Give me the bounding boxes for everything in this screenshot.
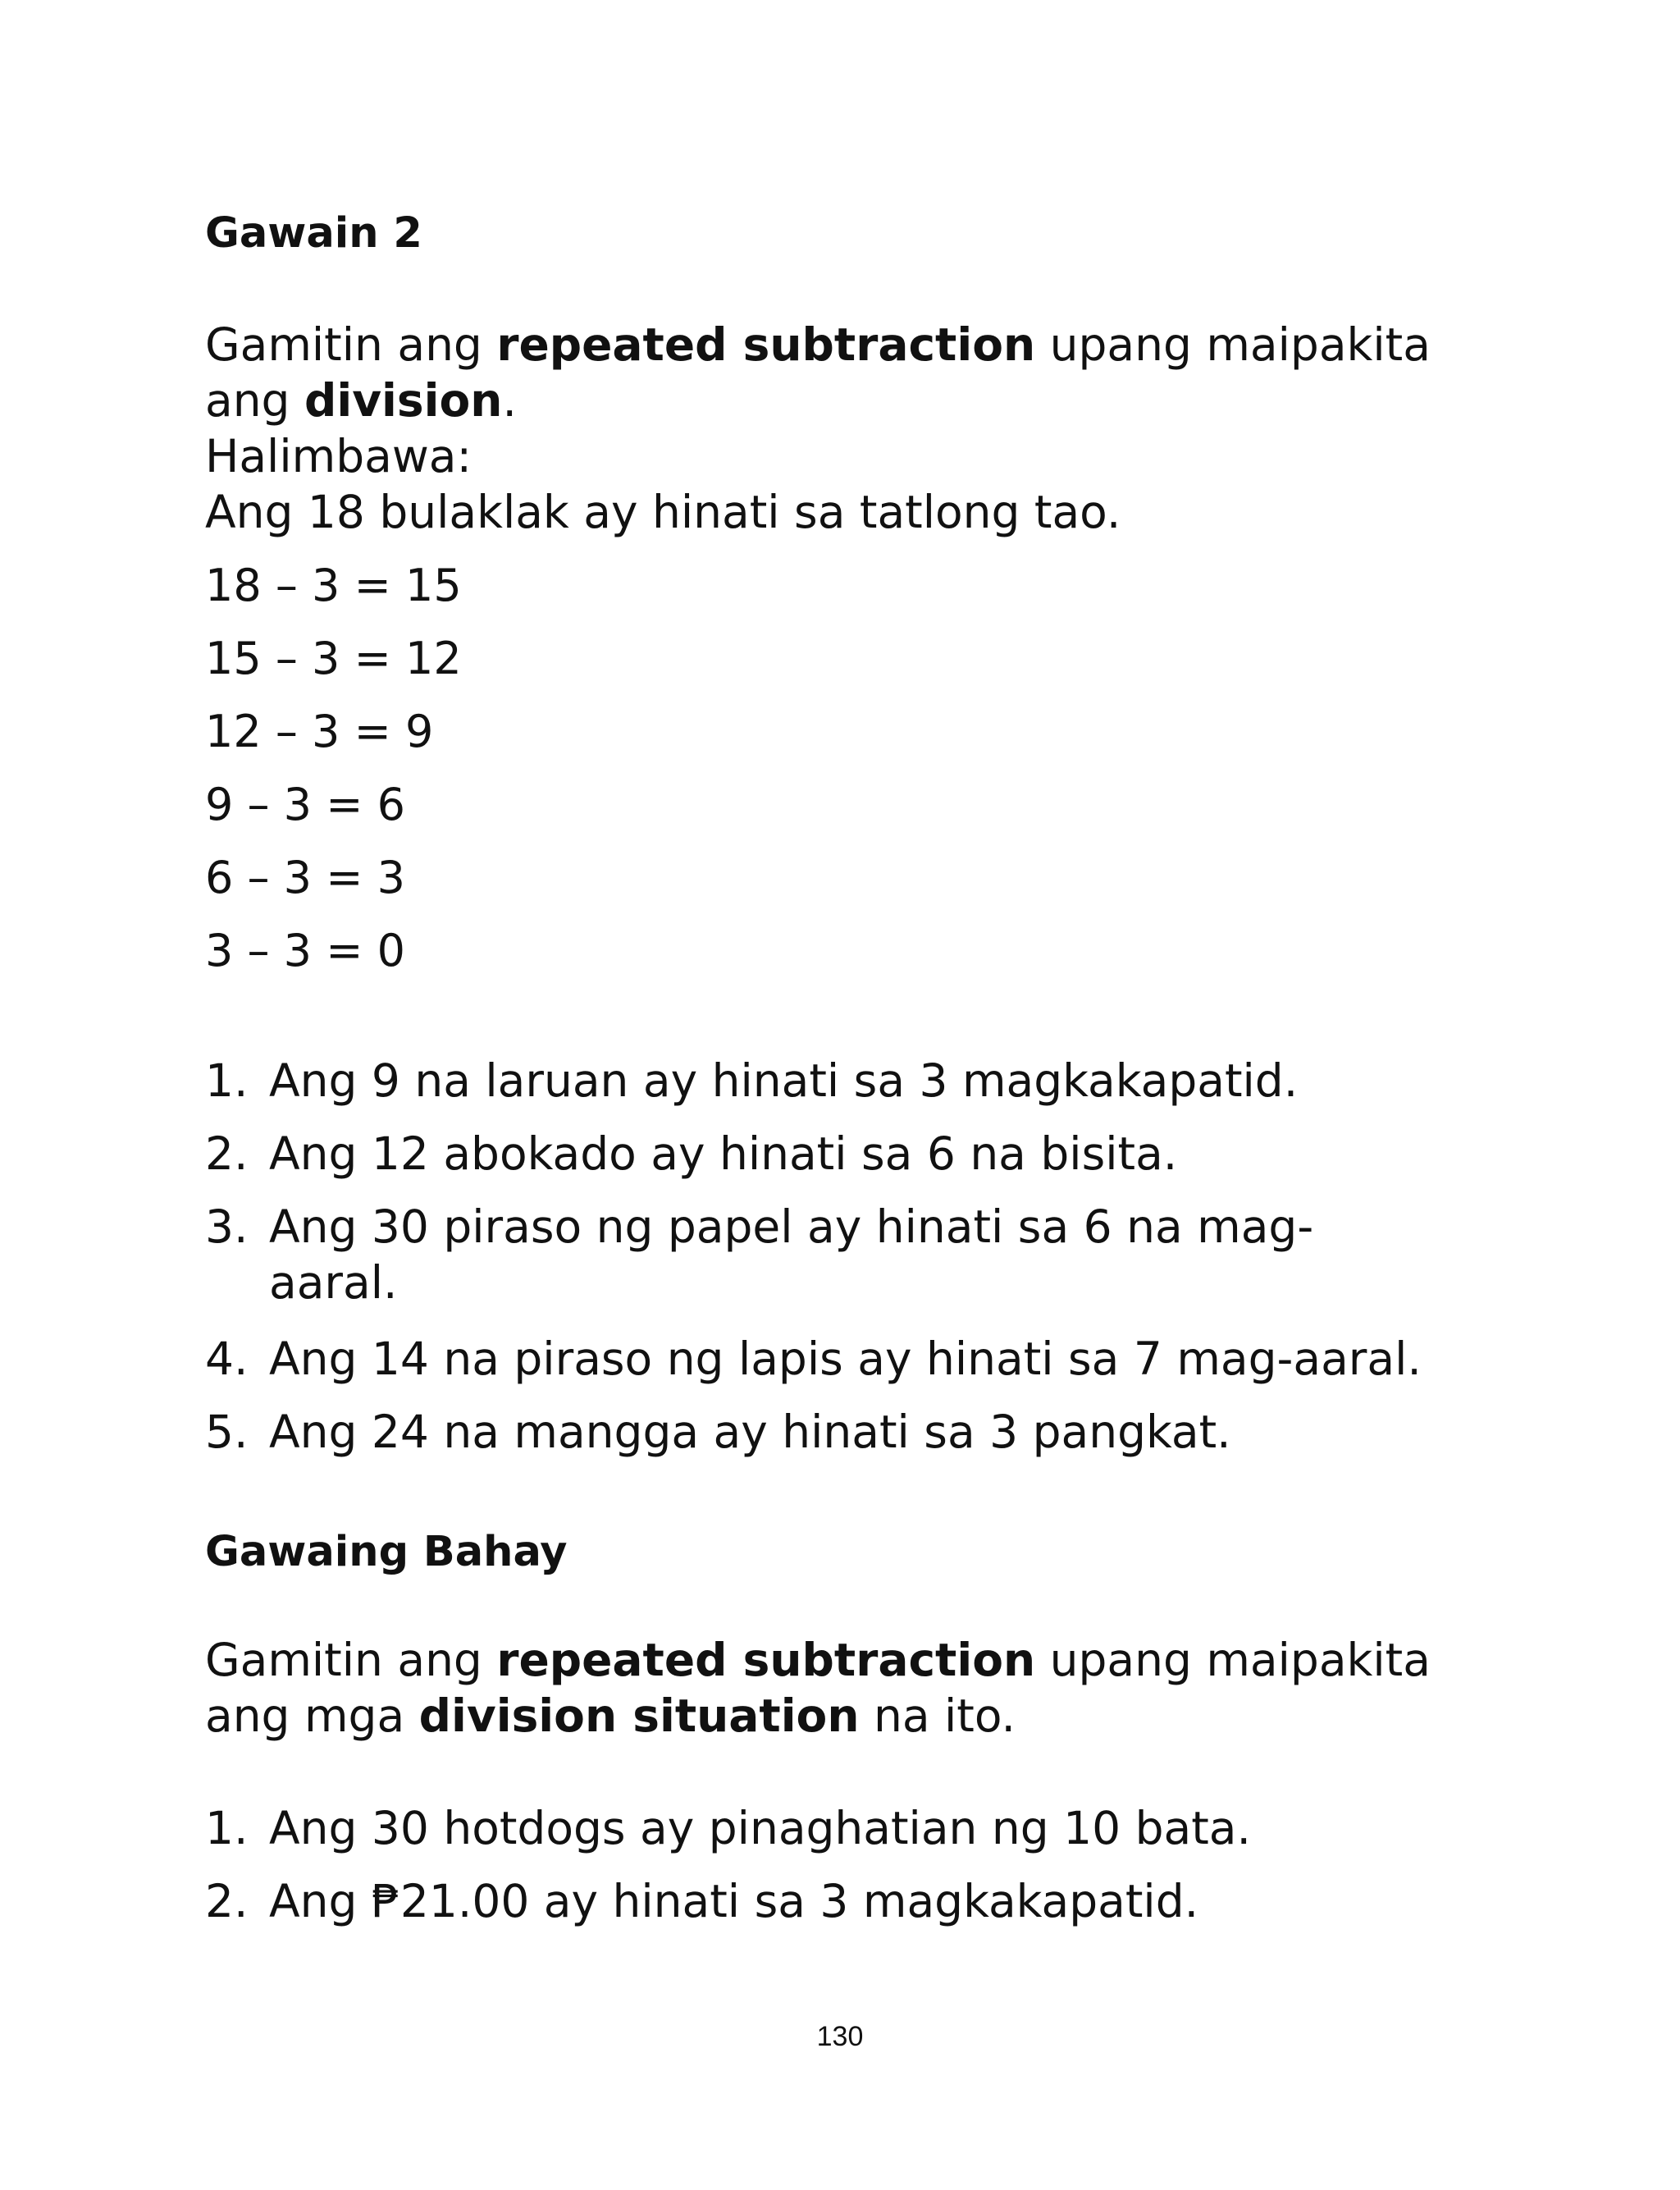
list-item [205, 1800, 1485, 1856]
section-heading-gawaing-bahay: Gawaing Bahay [205, 1528, 568, 1576]
list-item [205, 1873, 1485, 1929]
instruction-text: Gamitin ang [205, 1634, 497, 1686]
instruction-bold-term: repeated subtraction [496, 1634, 1036, 1686]
equation-line: 15 – 3 = 12 [205, 633, 462, 684]
list-item [205, 1199, 1485, 1310]
list-item-number: 4. [205, 1333, 249, 1385]
list-item [205, 1126, 1485, 1182]
list-item-text: Ang ₱21.00 ay hinati sa 3 magkakapatid. [269, 1875, 1199, 1927]
equation-line: 3 – 3 = 0 [205, 925, 405, 976]
list-item-text: Ang 14 na piraso ng lapis ay hinati sa 7 mag-aaral. [269, 1333, 1422, 1385]
example-text: Ang 18 bulaklak ay hinati sa tatlong tao. [205, 486, 1121, 538]
list-item-text: Ang 30 hotdogs ay pinaghatian ng 10 bata. [269, 1802, 1251, 1854]
list-item [205, 1404, 1485, 1460]
page-number: 130 [816, 2021, 864, 2052]
instruction-text: ang [205, 374, 304, 427]
list-item-number: 3. [205, 1200, 249, 1253]
instruction-bold-term: division [304, 374, 503, 427]
list-item-text: Ang 9 na laruan ay hinati sa 3 magkakapatid. [269, 1054, 1299, 1107]
equation-line: 9 – 3 = 6 [205, 779, 405, 830]
instruction-line-2 [205, 1688, 1016, 1744]
example-label: Halimbawa: [205, 430, 472, 482]
instruction-text: . [502, 374, 517, 427]
section-heading-gawain-2: Gawain 2 [205, 209, 422, 258]
equation-line: 18 – 3 = 15 [205, 560, 462, 611]
instruction-bold-term: division situation [418, 1689, 860, 1742]
list-item-text: Ang 30 piraso ng papel ay hinati sa 6 na mag-aaral. [269, 1200, 1314, 1309]
instruction-text: ang mga [205, 1689, 419, 1742]
instruction-bold-term: repeated subtraction [496, 318, 1036, 371]
instruction-text: na ito. [859, 1689, 1016, 1742]
instruction-line-1 [205, 1632, 1431, 1688]
instruction-text: upang maipakita [1035, 1634, 1431, 1686]
equation-line: 6 – 3 = 3 [205, 852, 405, 903]
list-item [205, 1053, 1485, 1109]
list-item [205, 1331, 1485, 1387]
list-item-number: 2. [205, 1875, 249, 1927]
list-item-number: 5. [205, 1406, 249, 1458]
instruction-line-1 [205, 317, 1431, 373]
list-item-number: 1. [205, 1802, 249, 1854]
instruction-text: Gamitin ang [205, 318, 497, 371]
instruction-text: upang maipakita [1035, 318, 1431, 371]
instruction-line-2 [205, 373, 517, 428]
equation-line: 12 – 3 = 9 [205, 706, 434, 757]
list-item-text: Ang 24 na mangga ay hinati sa 3 pangkat. [269, 1406, 1231, 1458]
list-item-number: 1. [205, 1054, 249, 1107]
list-item-number: 2. [205, 1127, 249, 1180]
list-item-text: Ang 12 abokado ay hinati sa 6 na bisita. [269, 1127, 1178, 1180]
